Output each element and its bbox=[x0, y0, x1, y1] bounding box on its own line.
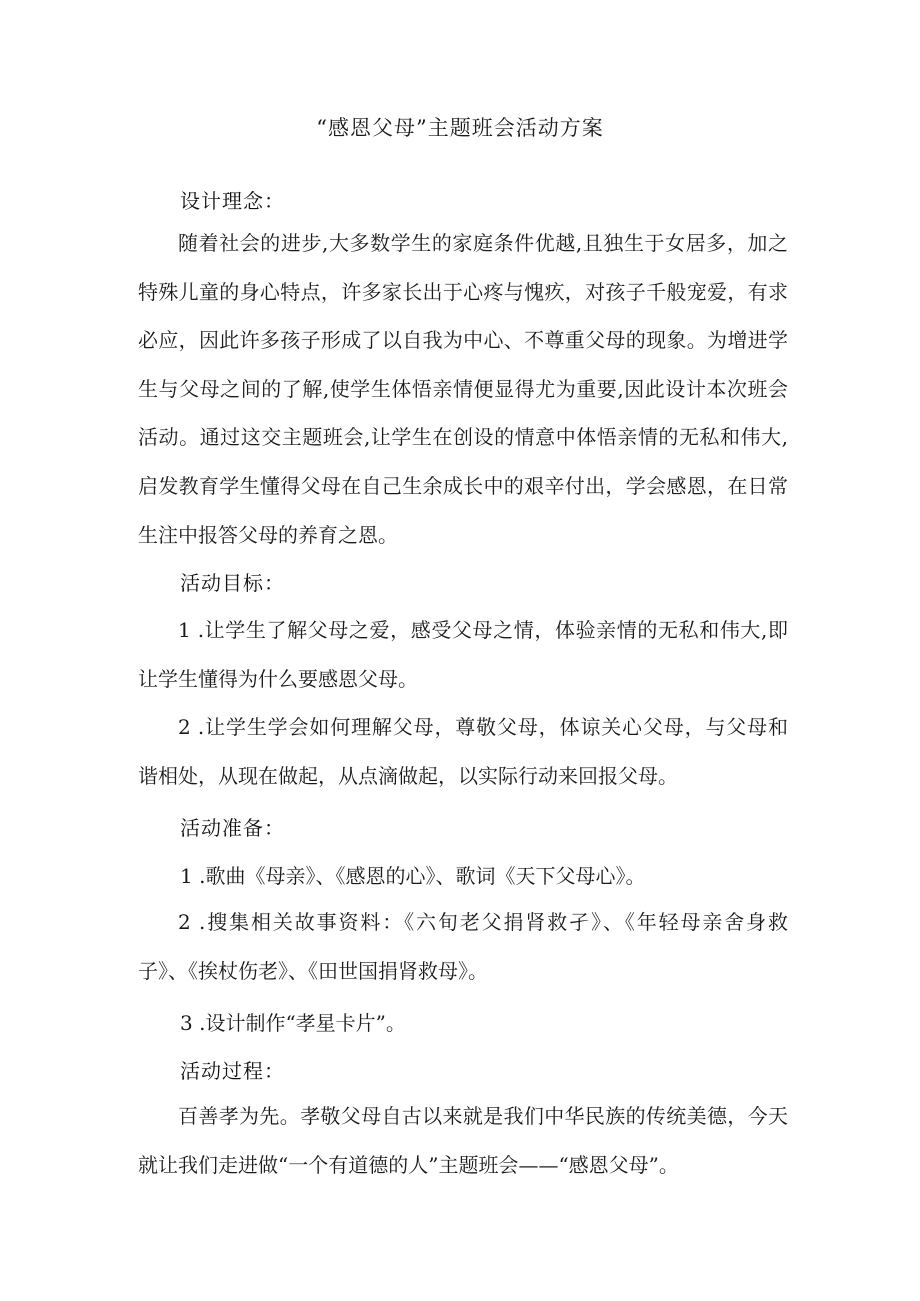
goals-item-1 bbox=[138, 606, 788, 703]
paragraph-line: 就让我们走进做“一个有道德的人”主题班会——“感恩父母”。 bbox=[138, 1152, 679, 1177]
section-heading-preparation: 活动准备： bbox=[180, 816, 285, 840]
process-paragraph bbox=[138, 1092, 788, 1189]
preparation-item-1: 1 .歌曲《母亲》、《感恩的心》、歌词《天下父母心》。 bbox=[180, 864, 646, 888]
section-heading-concept: 设计理念： bbox=[180, 189, 285, 213]
paragraph-line: 特殊儿童的身心特点，许多家长出于心疼与愧疚，对孩子千般宠爱，有求 bbox=[138, 279, 788, 304]
concept-paragraph bbox=[138, 219, 788, 559]
paragraph-line: 必应，因此许多孩子形成了以自我为中心、不尊重父母的现象。为增进学 bbox=[138, 328, 788, 353]
preparation-item-2 bbox=[138, 898, 788, 995]
paragraph-line: 让学生懂得为什么要感恩父母。 bbox=[138, 666, 418, 691]
paragraph-line: 生注中报答父母的养育之恩。 bbox=[138, 522, 398, 547]
paragraph-line: 生与父母之间的了解,使学生体悟亲情便显得尤为重要,因此设计本次班会 bbox=[138, 376, 788, 401]
paragraph-line: 启发教育学生懂得父母在自己生余成长中的艰辛付出，学会感恩，在日常 bbox=[138, 473, 788, 498]
paragraph-line: 谐相处，从现在做起，从点滴做起，以实际行动来回报父母。 bbox=[138, 763, 678, 788]
paragraph-line: 百善孝为先。孝敬父母自古以来就是我们中华民族的传统美德，今天 bbox=[178, 1104, 788, 1128]
goals-item-2 bbox=[138, 703, 788, 800]
section-heading-goals: 活动目标： bbox=[180, 571, 285, 595]
section-heading-process: 活动过程： bbox=[180, 1059, 285, 1083]
paragraph-line: 1 .让学生了解父母之爱，感受父母之情，体验亲情的无私和伟大,即 bbox=[178, 618, 788, 642]
page-title: “感恩父母”主题班会活动方案 bbox=[316, 116, 604, 140]
paragraph-line: 2 .让学生学会如何理解父母，尊敬父母，体谅关心父母，与父母和 bbox=[178, 715, 788, 739]
preparation-item-3: 3 .设计制作“孝星卡片”。 bbox=[180, 1011, 406, 1035]
paragraph-line: 活动。通过这交主题班会,让学生在创设的情意中体悟亲情的无私和伟大, bbox=[138, 425, 788, 450]
paragraph-line: 随着社会的进步,大多数学生的家庭条件优越,且独生于女居多，加之 bbox=[178, 231, 788, 255]
paragraph-line: 2 .搜集相关故事资料：《六旬老父捐肾救孑》、《年轻母亲舍身救 bbox=[178, 910, 788, 934]
paragraph-line: 子》、《挨杖伤老》、《田世国捐肾救母》。 bbox=[138, 958, 488, 983]
